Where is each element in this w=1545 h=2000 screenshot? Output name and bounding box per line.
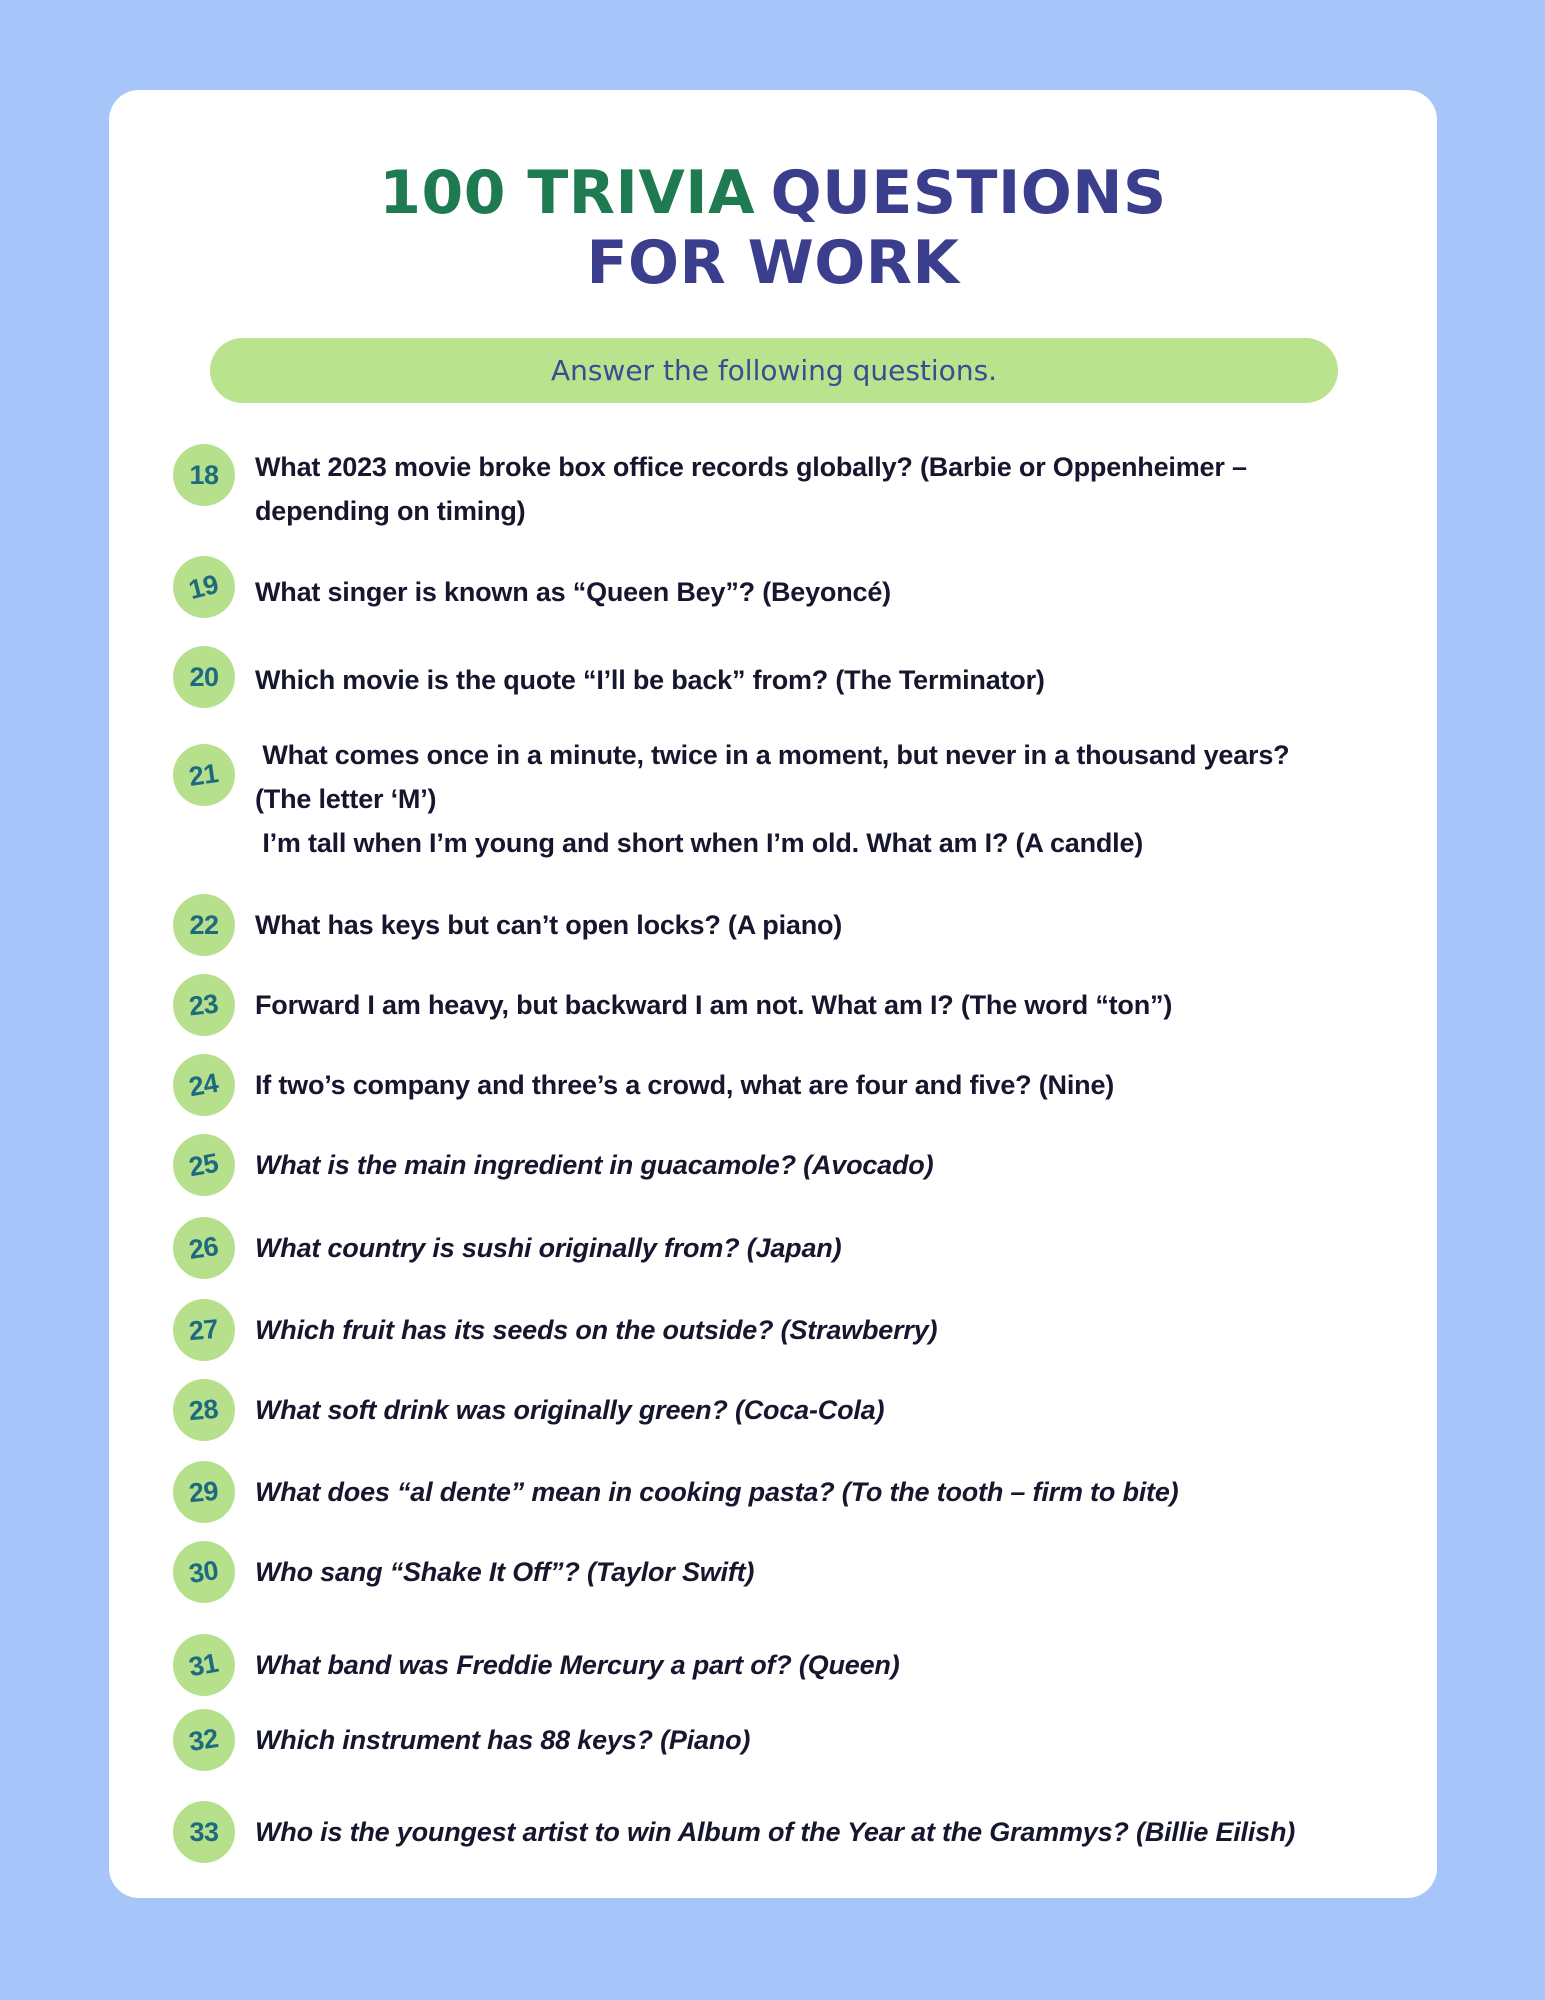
question-text-line: What has keys but can’t open locks? (A piano) <box>255 910 843 940</box>
question-text <box>255 983 1430 1027</box>
question-number: 22 <box>189 909 219 940</box>
question-number: 26 <box>187 1230 221 1265</box>
question-text-line: depending on timing) <box>255 496 526 526</box>
question-text-line: What singer is known as “Queen Bey”? (Beyoncé) <box>255 577 891 607</box>
question-number-badge <box>173 646 235 708</box>
question-number: 29 <box>188 1475 220 1508</box>
question-text-line: (The letter ‘M’) <box>255 784 437 814</box>
question-text-line: Who sang “Shake It Off”? (Taylor Swift) <box>255 1557 755 1587</box>
question-list <box>109 90 1437 1898</box>
question-number: 25 <box>186 1147 221 1182</box>
question-text-line: What soft drink was originally green? (Coca-Cola) <box>255 1395 885 1425</box>
question-text-line: What country is sushi originally from? (Japan) <box>255 1233 842 1263</box>
question-text <box>255 1643 1430 1687</box>
question-text <box>255 1143 1430 1187</box>
question-number-badge <box>173 556 235 618</box>
question-text <box>255 1308 1430 1352</box>
question-text <box>255 1388 1430 1432</box>
question-number-badge <box>173 1801 235 1863</box>
question-number-badge <box>173 1634 235 1696</box>
question-text <box>255 570 1430 614</box>
question-text <box>255 1550 1430 1594</box>
question-number-badge <box>173 1134 235 1196</box>
question-number-badge <box>173 1217 235 1279</box>
question-number-badge <box>173 444 235 506</box>
question-number: 20 <box>189 661 219 692</box>
question-number: 19 <box>186 568 222 605</box>
question-text <box>255 1470 1430 1514</box>
question-text <box>255 658 1430 702</box>
title-part-green: 100 TRIVIA <box>379 158 756 228</box>
question-number-badge <box>173 894 235 956</box>
question-number: 28 <box>188 1393 220 1426</box>
question-text-line: Which movie is the quote “I’ll be back” from? (The Terminator) <box>255 665 1045 695</box>
question-text-line: I’m tall when I’m young and short when I’m old. What am I? (A candle) <box>255 828 1144 858</box>
question-text <box>255 1718 1430 1762</box>
question-text <box>255 1810 1430 1854</box>
question-text-line: What band was Freddie Mercury a part of? (Queen) <box>255 1650 900 1680</box>
question-text-line: Who is the youngest artist to win Album of the Year at the Grammys? (Billie Eilish) <box>255 1817 1296 1847</box>
question-number: 24 <box>186 1067 221 1102</box>
instruction-text: Answer the following questions. <box>550 354 998 387</box>
question-number: 23 <box>187 988 220 1021</box>
question-number: 21 <box>187 757 221 792</box>
question-number: 27 <box>188 1313 220 1346</box>
question-number: 33 <box>189 1816 219 1847</box>
question-text <box>255 903 1430 947</box>
question-number-badge <box>173 1054 235 1116</box>
question-text-line: What 2023 movie broke box office records globally? (Barbie or Oppenheimer – <box>255 452 1247 482</box>
title-part-navy: QUESTIONS <box>770 158 1167 228</box>
question-text-line: What is the main ingredient in guacamole? (Avocado) <box>255 1150 934 1180</box>
question-number-badge <box>173 1299 235 1361</box>
question-text <box>255 733 1430 865</box>
question-number-badge <box>173 744 235 806</box>
question-number-badge <box>173 1461 235 1523</box>
question-number: 18 <box>189 459 219 490</box>
question-number-badge <box>173 1709 235 1771</box>
question-text <box>255 1226 1430 1270</box>
question-number-badge <box>173 974 235 1036</box>
question-text-line: Forward I am heavy, but backward I am not. What am I? (The word “ton”) <box>255 990 1173 1020</box>
question-text <box>255 445 1430 533</box>
question-text-line: Which instrument has 88 keys? (Piano) <box>255 1725 751 1755</box>
question-number: 30 <box>187 1554 221 1589</box>
question-text-line: Which fruit has its seeds on the outside? (Strawberry) <box>255 1315 938 1345</box>
title-line-2: FOR WORK <box>586 228 960 298</box>
question-text <box>255 1063 1430 1107</box>
question-text-line: What comes once in a minute, twice in a moment, but never in a thousand years? <box>255 740 1290 770</box>
question-number-badge <box>173 1541 235 1603</box>
question-number: 31 <box>186 1647 221 1682</box>
question-number-badge <box>173 1379 235 1441</box>
question-text-line: What does “al dente” mean in cooking pasta? (To the tooth – firm to bite) <box>255 1477 1179 1507</box>
worksheet-card <box>109 90 1437 1898</box>
question-text-line: If two’s company and three’s a crowd, what are four and five? (Nine) <box>255 1070 1115 1100</box>
question-number: 32 <box>187 1722 221 1757</box>
